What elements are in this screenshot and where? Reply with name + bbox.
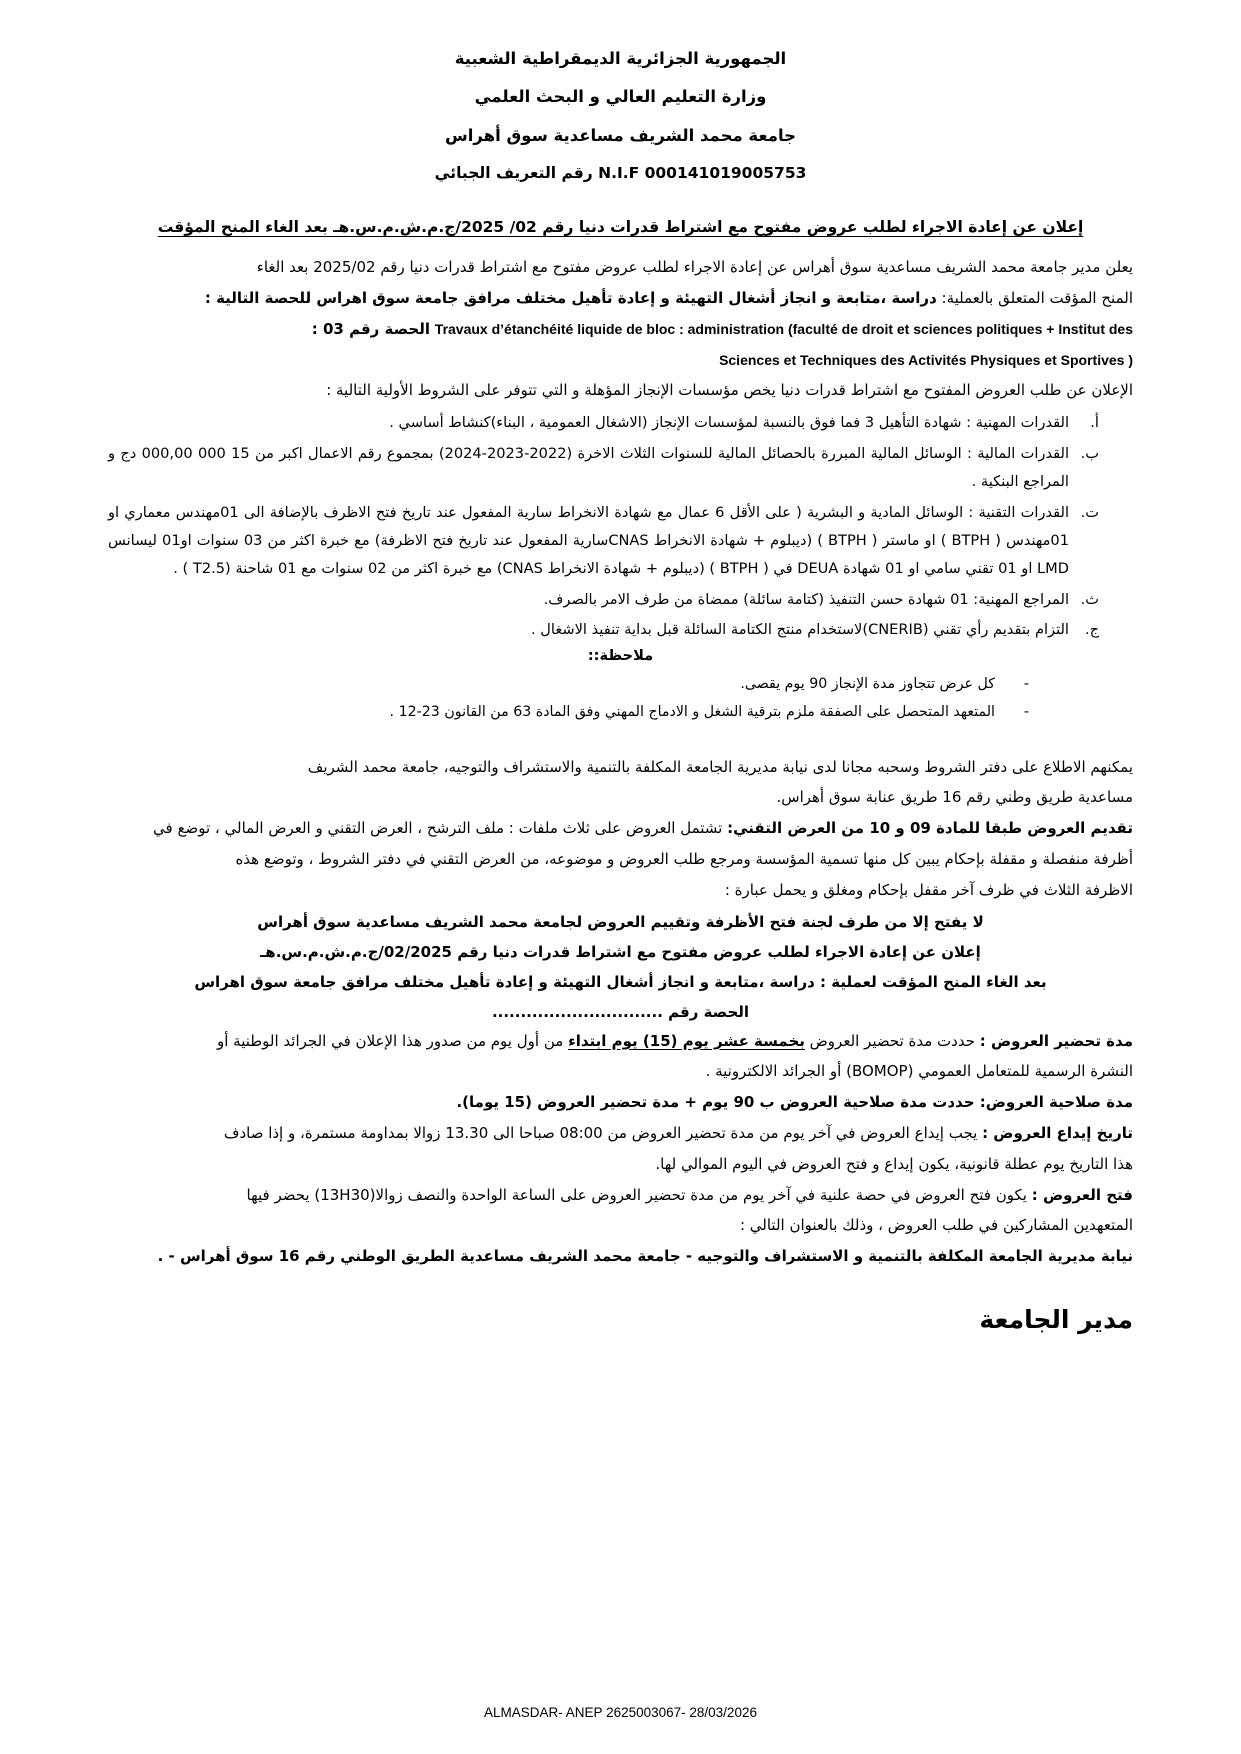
note-item-employment [108,698,1029,726]
submission-paragraph-1 [108,814,1133,843]
lot-number-label: الحصة رقم 03 : [311,319,431,338]
intro-paragraph-1: يعلن مدير جامعة محمد الشريف مساعدية سوق أهراس عن إعادة الاجراء لطلب عروض مفتوح مع اشتراط قدرات دنيا رقم 2025/02 بعد الغاء [256,258,1133,277]
header-university-line: جامعة محمد الشريف مساعدية سوق أهراس [444,125,797,145]
condition-marker: ج. [1084,621,1099,639]
preparation-period-paragraph [108,1027,1133,1056]
condition-marker: ث. [1080,590,1099,608]
preparation-period-label: مدة تحضير العروض : [979,1031,1133,1050]
envelope-line-2: إعلان عن إعادة الاجراء لطلب عروض مفتوح مع اشتراط قدرات دنيا رقم 02/2025/ج.م.ش.م.س.هـ [260,942,981,961]
condition-marker: أ. [1090,414,1099,432]
condition-text: القدرات المهنية : شهادة التأهيل 3 فما فوق بالنسبة لمؤسسات الإنجاز (الاشغال العمومية ، البناء)كنشاط أساسي . [389,414,1069,432]
document-body [108,40,1133,1334]
note-item-text: المتعهد المتحصل على الصفقة ملزم بترقية الشغل و الادماج المهني وفق المادة 63 من القانون 23-12 . [389,704,995,721]
deposit-date-paragraph [108,1119,1133,1148]
intro-p2-operation: دراسة ،متابعة و انجاز أشغال التهيئة و إعادة تأهيل مختلف مرافق جامعة سوق اهراس للحصة التالية : [204,289,937,308]
envelope-wording-block [108,907,1133,1027]
condition-item-references [108,586,1099,614]
condition-text: التزام بتقديم رأي تقني (CNERIB)لاستخدام منتج الكتامة السائلة قبل بداية تنفيذ الاشغال . [531,621,1069,639]
envelope-line-1: لا يفتح إلا من طرف لجنة فتح الأظرفة وتقييم العروض لجامعة محمد الشريف مساعدية سوق أهراس [257,912,984,931]
opening-label: فتح العروض : [1031,1185,1133,1204]
note-item-text: كل عرض تتجاوز مدة الإنجاز 90 يوم يقصى. [740,675,995,692]
condition-text: المراجع المهنية: 01 شهادة حسن التنفيذ (كتامة سائلة) ممضاة من طرف الامر بالصرف. [543,590,1069,608]
note-heading: ملاحظة:: [587,646,654,664]
deposit-date-label: تاريخ إيداع العروض : [982,1124,1133,1143]
dash-bullet-icon: - [1023,704,1029,721]
note-item-duration [108,670,1029,698]
lot-line-1 [108,315,1133,344]
condition-marker: ت. [1080,503,1099,521]
header-ministry-line: وزارة التعليم العالي و البحث العلمي [474,87,767,107]
condition-item-professional [108,409,1099,437]
preparation-period-line-2: النشرة الرسمية للمتعامل العمومي (BOMOP) أو الجرائد الالكترونية . [705,1062,1133,1081]
preparation-period-highlight: بخمسة عشر يوم (15) يوم ابتداء [568,1031,805,1050]
preparation-period-text-a: حددت مدة تحضير العروض [804,1031,980,1050]
address-line: نيابة مديرية الجامعة المكلفة بالتنمية و الاستشراف والتوجيه - جامعة محمد الشريف مساعدية الطريق الوطني رقم 16 سوق أهراس - . [157,1247,1133,1266]
preparation-period-text-b: من أول يوم من صدور هذا الإعلان في الجرائد الوطنية أو [216,1031,569,1050]
condition-item-technical [108,499,1099,584]
footer-anep-reference: ALMASDAR- ANEP 2625003067- 28/03/2026 [484,1705,757,1720]
deposit-date-text: يجب إيداع العروض في آخر يوم من مدة تحضير العروض من 08:00 صباحا الى 13.30 زوالا بمداومة مستمرة، و إذا صادف [223,1124,983,1143]
nif-label: رقم التعريف الجبائي [434,163,593,182]
withdrawal-paragraph-line-2: مساعدية طريق وطني رقم 16 طريق عنابة سوق أهراس. [776,788,1133,807]
header-republic-line: الجمهورية الجزائرية الديمقراطية الشعبية [454,49,787,68]
envelope-line-4: الحصة رقم .............................. [491,1002,750,1021]
signature-block: مدير الجامعة [979,1305,1133,1335]
note-list [108,670,1133,727]
condition-text: القدرات التقنية : الوسائل المادية و البشرية ( على الأقل 6 عمال مع شهادة الانخراط سارية المفعول عند تاريخ فتح الاظرف بالإضافة الى 01مهندس معماري او 01مهندس ( BTPH ) او ماستر ( BTPH ) (ديبلوم + شهادة الانخراط CNASسارية المفعول عند تاريخ فتح الاظرفة) مع خبرة اكثر من 03 سنوات او01 ليسانس LMD او 01 تقني سامي او 01 شهادة DEUA في ( BTPH ) (ديبلوم + شهادة الانخراط CNAS) مع خبرة اكثر من 02 سنوات مع 01 شاحنة (T2.5 ) . [108,503,1069,578]
nif-value: N.I.F 000141019005753 [598,163,807,182]
intro-paragraph-3: الإعلان عن طلب العروض المفتوح مع اشتراط قدرات دنيا يخص مؤسسات الإنجاز المؤهلة و التي تتوفر على الشروط الأولية التالية : [326,381,1133,400]
lot-french-part-1: Travaux d’étanchéité liquide de bloc : administration (faculté de droit et sciences politiques + Institut des [434,320,1133,337]
envelope-line-3: بعد الغاء المنح المؤقت لعملية : دراسة ،متابعة و انجاز أشغال التهيئة و إعادة تأهيل مختلف مرافق جامعة سوق اهراس [194,972,1047,991]
intro-p2-prefix: المنح المؤقت المتعلق بالعملية: [941,289,1133,308]
lot-french-part-2: Sciences et Techniques des Activités Physiques et Sportives ) [719,351,1133,368]
submission-bold-lead: تقديم العروض طبقا للمادة 09 و 10 من العرض التقني: [727,819,1133,838]
header-nif-line [108,155,1133,192]
submission-paragraph-2: أظرفة منفصلة و مقفلة بإحكام يبين كل منها تسمية المؤسسة ومرجع طلب العروض و موضوعه، من العرض التقني في دفتر الشروط ، وتوضع هذه [235,850,1133,869]
validity-period-paragraph: مدة صلاحية العروض: حددت مدة صلاحية العروض ب 90 يوم + مدة تحضير العروض (15 يوما). [456,1093,1133,1112]
condition-item-cnerib [108,616,1099,644]
page-title: إعلان عن إعادة الاجراء لطلب عروض مفتوح مع اشتراط قدرات دنيا رقم 02/ 2025/ج.م.ش.م.س.هـ بعد الغاء المنح المؤقت [157,217,1084,236]
deposit-date-line-2: هذا التاريخ يوم عطلة قانونية، يكون إيداع و فتح العروض في اليوم الموالي لها. [655,1154,1133,1173]
withdrawal-paragraph-line-1: يمكنهم الاطلاع على دفتر الشروط وسحبه مجانا لدى نيابة مديرية الجامعة المكلفة بالتنمية والاستشراف والتوجيه، جامعة محمد الشريف [307,757,1133,776]
opening-paragraph [108,1181,1133,1210]
document-header [108,40,1133,192]
spacer [108,737,1133,753]
lot-line-2 [108,346,1133,375]
condition-item-financial [108,440,1099,497]
dash-bullet-icon: - [1023,675,1029,692]
conditions-list [108,409,1133,645]
condition-marker: ب. [1080,444,1099,462]
opening-line-2: المتعهدين المشاركين في طلب العروض ، وذلك بالعنوان التالي : [739,1216,1133,1235]
intro-paragraph-2 [108,284,1133,313]
opening-text: يكون فتح العروض في حصة علنية في آخر يوم من مدة تحضير العروض على الساعة الواحدة والنصف زوالا(13H30) يحضر فيها [246,1185,1032,1204]
submission-paragraph-3: الاظرفة الثلاث في ظرف آخر مقفل بإحكام ومغلق و يحمل عبارة : [724,880,1133,899]
submission-rest: تشتمل العروض على ثلاث ملفات : ملف الترشح ، العرض التقني و العرض المالي ، توضع في [153,819,728,838]
condition-text: القدرات المالية : الوسائل المالية المبررة بالحصائل المالية للسنوات الثلاث الاخرة (2022-2023-2024) بمجموع رقم الاعمال اكبر من 15 000 000,00 دج و المراجع البنكية . [108,444,1070,491]
